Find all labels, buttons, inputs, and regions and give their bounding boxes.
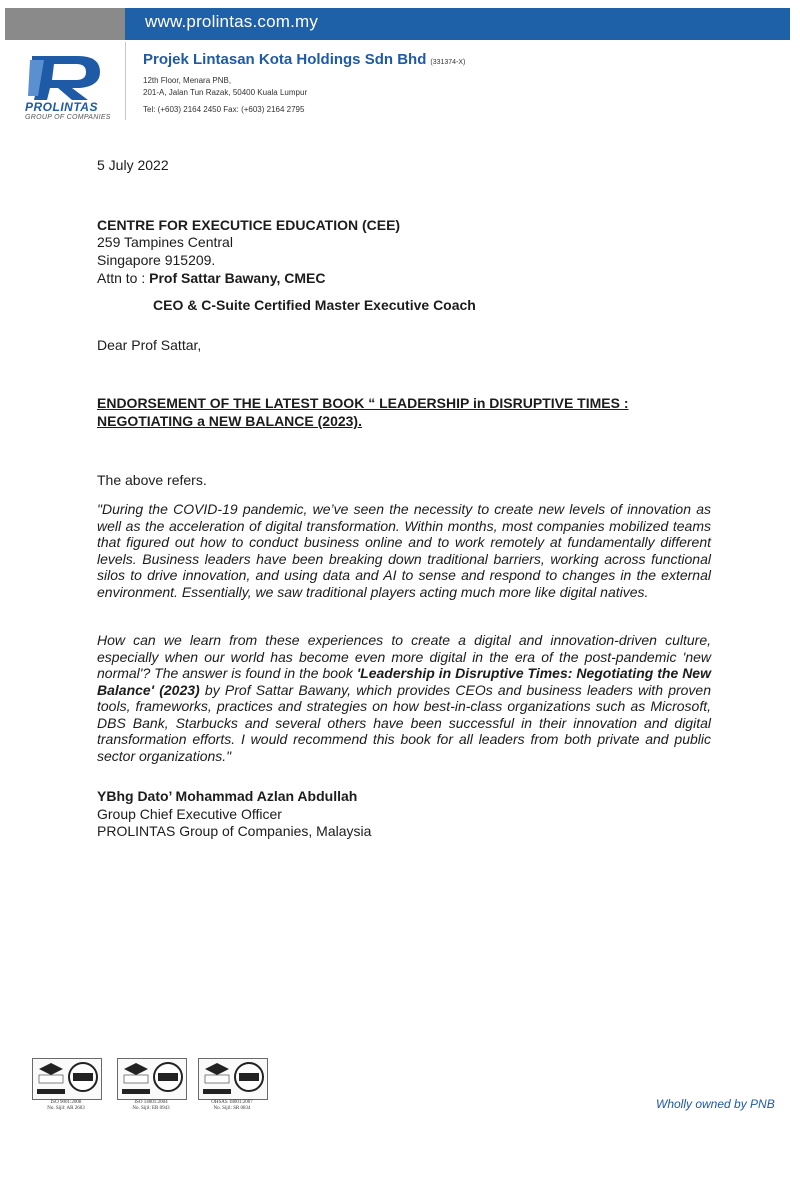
refers-line: The above refers. [97,472,207,488]
cert-label-1: ISO 9001:2008 No. Sijil: AR 2603 [47,1100,85,1111]
attn-name: Prof Sattar Bawany, CMEC [149,270,326,286]
book-title: 'Leadership in Disruptive Times: Negotiating the New Balance' (2023) [97,665,711,698]
attn-title: CEO & C-Suite Certified Master Executive Coach [153,297,476,313]
iso-9001-badge-icon [32,1058,102,1100]
recipient-org: CENTRE FOR EXECUTICE EDUCATION (CEE) [97,217,401,233]
endorsement-paragraph-2: How can we learn from these experiences to create a digital and innovation-driven culture, especially when our world has become even more digital in the era of the post-pandemic 'new normal'? The answer is found in the book 'Leadership in Disruptive Times: Negotiating the New Balance' (2023) by Prof Sattar Bawany, which provides CEOs and business leaders with proven tools, frameworks, practices and strategies on how best-in-class organizations such as Microsoft, DBS Bank, Starbucks and several others have been successful in their innovation and digital transformation efforts. I would recommend this book for all leaders from both private and public sector organizations." [97,632,711,764]
company-reg: (331374-X) [430,59,466,66]
signer-name: YBhg Dato’ Mohammad Azlan Abdullah [97,788,358,804]
signer-title: Group Chief Executive Officer [97,806,282,822]
header-bar-grey [5,8,125,40]
subject-line-1: ENDORSEMENT OF THE LATEST BOOK “ LEADERSHIP in DISRUPTIVE TIMES : [97,395,629,411]
logo-name: PROLINTAS [25,100,98,114]
attention-line [97,270,325,287]
cert-label-3: OHSAS 18001:2007 No. Sijil: SR 0834 [211,1100,253,1111]
header-divider [125,42,126,120]
attn-prefix: Attn to : [97,270,150,286]
wholly-owned-note: Wholly owned by PNB [656,1097,775,1111]
subject-line-2: NEGOTIATING a NEW BALANCE (2023). [97,413,362,429]
website-url: www.prolintas.com.my [145,12,319,31]
salutation: Dear Prof Sattar, [97,337,202,353]
signer-org: PROLINTAS Group of Companies, Malaysia [97,823,372,839]
company-name: Projek Lintasan Kota Holdings Sdn Bhd (331374-X) [143,51,466,68]
letter-date: 5 July 2022 [97,157,169,173]
recipient-address-1: 259 Tampines Central [97,234,233,250]
recipient-address-2: Singapore 915209. [97,252,216,268]
cert-label-2: ISO 14001:2004 No. Sijil: ER 0943 [132,1100,170,1111]
ohsas-18001-badge-icon [198,1058,268,1100]
endorsement-paragraph-1: "During the COVID-19 pandemic, we’ve seen the necessity to create new levels of innovation as well as the acceleration of digital transformation. Within months, most companies mobilized teams that figured out how to conduct business online and to work remotely at fundamentally different levels. Business leaders have been breaking down traditional barriers, working across functional silos to drive innovation, and using data and AI to sense and respond to changes in the external environment. Essentially, we saw traditional players acting much more like digital natives. [97,501,711,600]
address-line-2: 201-A, Jalan Tun Razak, 50400 Kuala Lumpur [143,88,308,97]
address-line-1: 12th Floor, Menara PNB, [143,76,232,85]
contact-line: Tel: (+603) 2164 2450 Fax: (+603) 2164 2795 [143,105,305,114]
logo-subtitle: GROUP OF COMPANIES [25,114,111,121]
iso-14001-badge-icon [117,1058,187,1100]
